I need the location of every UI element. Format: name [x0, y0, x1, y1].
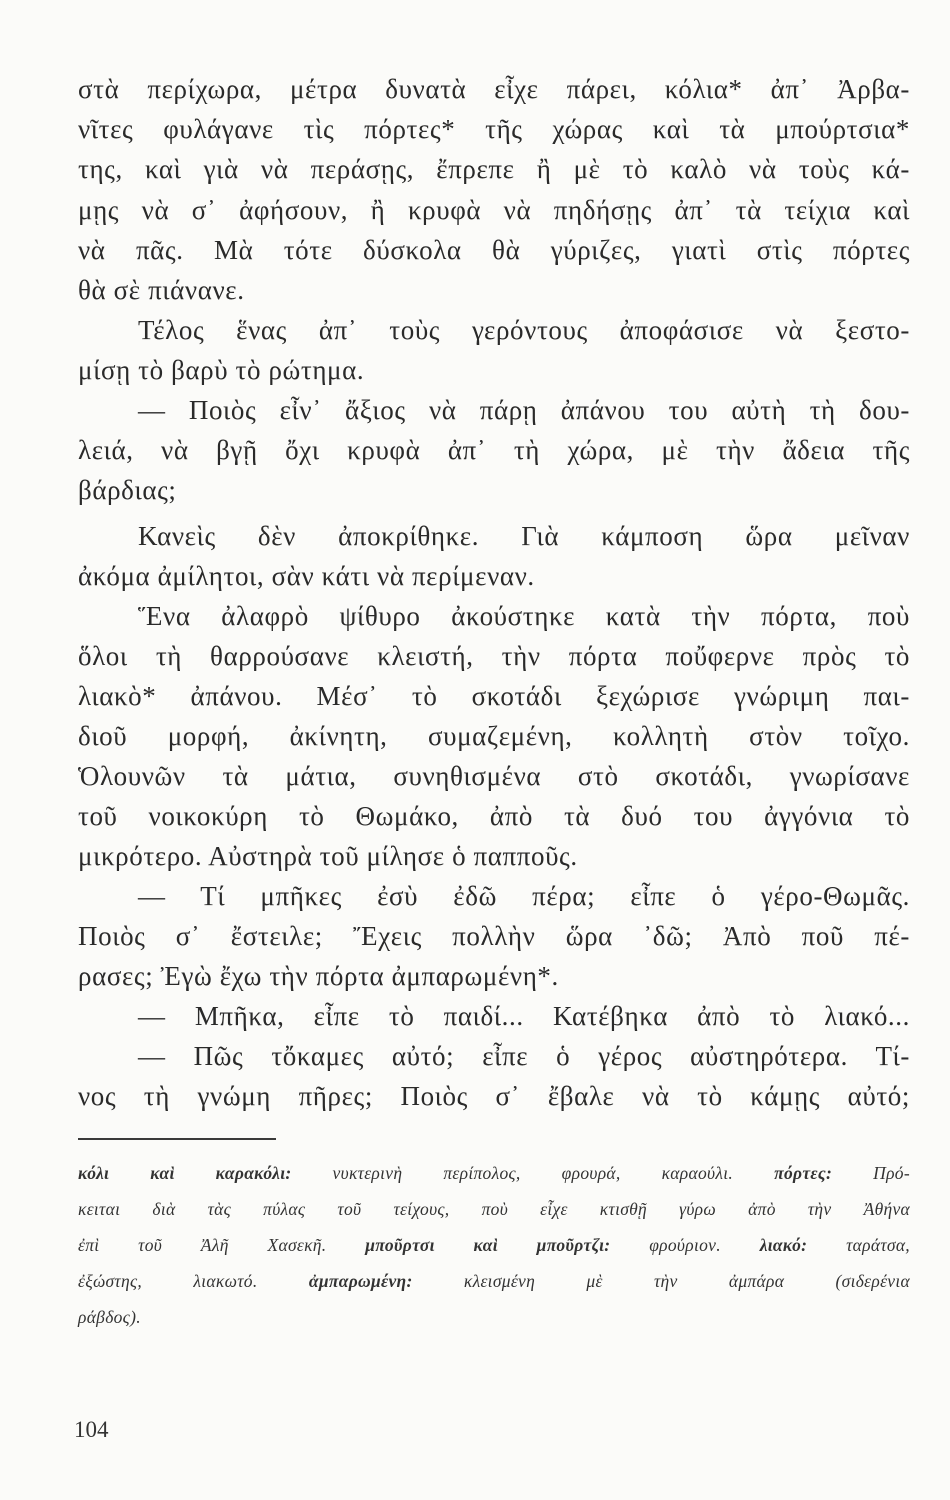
body-line-17: διοῦ μορφή, ἀκίνητη, συμαζεμένη, κολλητὴ στὸν τοῖχο.: [78, 721, 910, 751]
footnote-term-portes: πόρτες:: [774, 1163, 833, 1183]
body-line-8: μίσῃ τὸ βαρὺ τὸ ρώτημα.: [78, 355, 365, 385]
footnote-line-3: [78, 1234, 910, 1256]
footnote-def-amparomeni-start: κλεισμένη μὲ τὴν ἀμπάρα (σιδερένια: [463, 1271, 910, 1291]
footnote-line-4: [78, 1270, 910, 1292]
footnote-line-1: [78, 1162, 910, 1184]
body-line-10: λειά, νὰ βγῇ ὄχι κρυφὰ ἀπ᾽ τὴ χώρα, μὲ τὴν ἄδεια τῆς: [78, 435, 910, 465]
body-line-25: — Πῶς τὄκαμες αὐτό; εἶπε ὁ γέρος αὐστηρότερα. Τί-: [138, 1041, 910, 1071]
footnote-def-liako-start: ταράτσα,: [846, 1235, 910, 1255]
footnote-term-mpourtsi: μποῦρτσι καὶ μποῦρτζι:: [365, 1235, 611, 1255]
body-line-19: τοῦ νοικοκύρη τὸ Θωμάκο, ἀπὸ τὰ δυό του ἀγγόνια τὸ: [78, 801, 910, 831]
body-line-1: στὰ περίχωρα, μέτρα δυνατὰ εἶχε πάρει, κόλια* ἀπ᾽ Ἀρβα-: [78, 74, 910, 104]
body-line-9: — Ποιὸς εἶν᾽ ἄξιος νὰ πάρῃ ἀπάνου του αὐτὴ τὴ δου-: [138, 395, 910, 425]
footnote-line-5: ράβδος).: [78, 1307, 141, 1327]
body-line-20: μικρότερο. Αὐστηρὰ τοῦ μίλησε ὁ παπποῦς.: [78, 841, 578, 871]
body-line-2: νῖτες φυλάγανε τὶς πόρτες* τῆς χώρας καὶ τὰ μπούρτσια*: [78, 114, 910, 144]
body-line-5: νὰ πᾶς. Μὰ τότε δύσκολα θὰ γύριζες, γιατὶ στὶς πόρτες: [78, 235, 910, 265]
body-line-4: μῃς νὰ σ᾽ ἀφήσουν, ἢ κρυφὰ νὰ πηδήσῃς ἀπ᾽ τὰ τείχια καὶ: [78, 195, 910, 225]
body-line-3: της, καὶ γιὰ νὰ περάσῃς, ἔπρεπε ἢ μὲ τὸ καλὸ νὰ τοὺς κά-: [78, 154, 910, 184]
footnote-def-liako-end: ἐξώστης, λιακωτό.: [78, 1271, 258, 1291]
body-line-18: Ὁλουνῶν τὰ μάτια, συνηθισμένα στὸ σκοτάδι, γνωρίσανε: [78, 761, 910, 791]
footnote-def-portes-start: Πρό-: [873, 1163, 910, 1183]
footnote-term-koli: κόλι καὶ καρακόλι:: [78, 1163, 292, 1183]
body-line-23: ρασες; Ἐγὼ ἔχω τὴν πόρτα ἀμπαρωμένη*.: [78, 961, 559, 991]
footnote-term-amparomeni: ἀμπαρωμένη:: [308, 1271, 413, 1291]
body-line-6: θὰ σὲ πιάνανε.: [78, 275, 245, 305]
body-line-21: — Τί μπῆκες ἐσὺ ἐδῶ πέρα; εἶπε ὁ γέρο-Θωμᾶς.: [138, 881, 910, 911]
body-line-24: — Μπῆκα, εἶπε τὸ παιδί... Κατέβηκα ἀπὸ τὸ λιακό...: [138, 1001, 910, 1031]
body-line-7: Τέλος ἕνας ἀπ᾽ τοὺς γερόντους ἀποφάσισε νὰ ξεστο-: [138, 315, 910, 345]
footnote-def-koli: νυκτερινὴ περίπολος, φρουρά, καραούλι.: [332, 1163, 734, 1183]
body-line-16: λιακὸ* ἀπάνου. Μέσ᾽ τὸ σκοτάδι ξεχώρισε γνώριμη παι-: [78, 681, 910, 711]
body-line-12: Κανεὶς δὲν ἀποκρίθηκε. Γιὰ κάμποση ὥρα μεῖναν: [138, 521, 910, 551]
body-line-22: Ποιὸς σ᾽ ἔστειλε; Ἔχεις πολλὴν ὥρα ᾽δῶ; Ἀπὸ ποῦ πέ-: [78, 921, 910, 951]
footnote-rule: [78, 1138, 276, 1140]
body-line-14: Ἕνα ἀλαφρὸ ψίθυρο ἀκούστηκε κατὰ τὴν πόρτα, ποὺ: [138, 601, 910, 631]
footnote-def-portes-end: ἐπὶ τοῦ Ἀλῆ Χασεκῆ.: [78, 1235, 327, 1255]
footnote-line-2: κειται διὰ τὰς πύλας τοῦ τείχους, ποὺ εἶχε κτισθῇ γύρω ἀπὸ τὴν Ἀθήνα: [78, 1199, 910, 1219]
body-line-11: βάρδιας;: [78, 475, 177, 505]
body-line-15: ὅλοι τὴ θαρρούσανε κλειστή, τὴν πόρτα ποὔφερνε πρὸς τὸ: [78, 641, 910, 671]
body-line-26: νος τὴ γνώμη πῆρες; Ποιὸς σ᾽ ἔβαλε νὰ τὸ κάμῃς αὐτό;: [78, 1081, 910, 1111]
body-line-13: ἀκόμα ἀμίλητοι, σὰν κάτι νὰ περίμεναν.: [78, 561, 535, 591]
page-number: 104: [74, 1417, 109, 1442]
footnote-term-liako: λιακό:: [759, 1235, 808, 1255]
footnote-def-mpourtsi: φρούριον.: [649, 1235, 721, 1255]
